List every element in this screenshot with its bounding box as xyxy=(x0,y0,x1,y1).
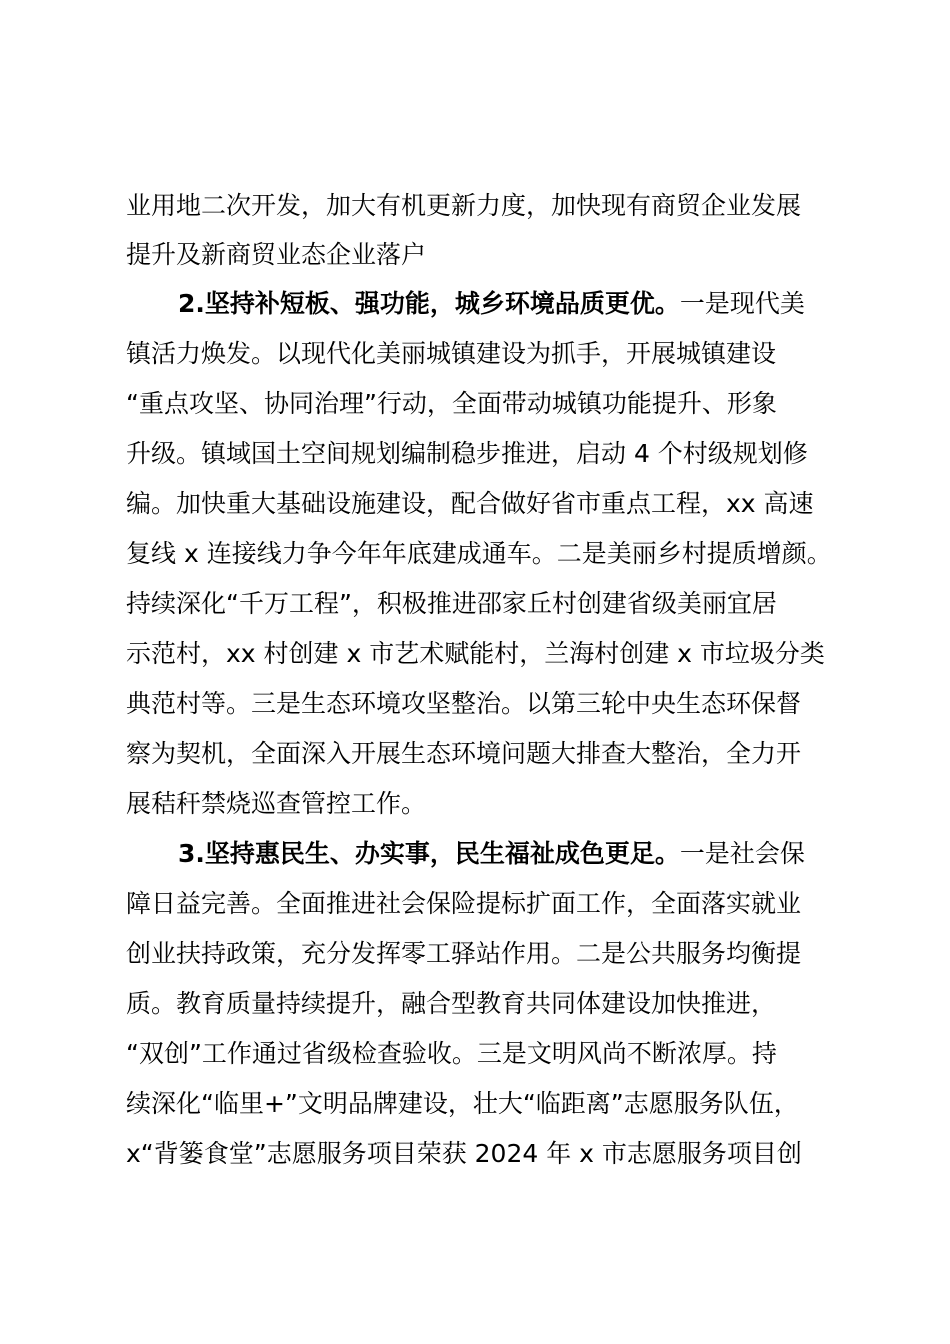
section-3-first-line-text: 一是社会保 xyxy=(679,839,805,868)
paragraph-line: 编。加快重大基础设施建设，配合做好省市重点工程，xx 高速 xyxy=(126,489,814,518)
paragraph-line: 复线 x 连接线力争今年年底建成通车。二是美丽乡村提质增颜。 xyxy=(126,539,832,568)
section-2-first-line xyxy=(178,286,805,322)
section-2-heading: 2.坚持补短板、强功能，城乡环境品质更优。 xyxy=(178,289,680,318)
paragraph-line: 业用地二次开发，加大有机更新力度，加快现有商贸企业发展 xyxy=(126,191,802,220)
paragraph-line: 持续深化“千万工程”，积极推进邵家丘村创建省级美丽宜居 xyxy=(126,589,777,618)
paragraph-line: 提升及新商贸业态企业落户 xyxy=(126,240,427,269)
paragraph-line: 续深化“临里+”文明品牌建设，壮大“临距离”志愿服务队伍， xyxy=(126,1089,799,1118)
paragraph-line: 察为契机，全面深入开展生态环境问题大排查大整治，全力开 xyxy=(126,739,802,768)
paragraph-line: 升级。镇域国土空间规划编制稳步推进，启动 4 个村级规划修 xyxy=(126,439,808,468)
paragraph-line: 障日益完善。全面推进社会保险提标扩面工作，全面落实就业 xyxy=(126,889,802,918)
paragraph-line: 示范村，xx 村创建 x 市艺术赋能村，兰海村创建 x 市垃圾分类 xyxy=(126,639,825,668)
paragraph-line: 质。教育质量持续提升，融合型教育共同体建设加快推进， xyxy=(126,989,777,1018)
paragraph-line: 典范村等。三是生态环境攻坚整治。以第三轮中央生态环保督 xyxy=(126,689,802,718)
section-3-heading: 3.坚持惠民生、办实事，民生福祉成色更足。 xyxy=(178,839,680,868)
section-2-first-line-text: 一是现代美 xyxy=(679,289,805,318)
paragraph-line: “双创”工作通过省级检查验收。三是文明风尚不断浓厚。持 xyxy=(126,1039,777,1068)
paragraph-line: 镇活力焕发。以现代化美丽城镇建设为抓手，开展城镇建设 xyxy=(126,339,777,368)
paragraph-line: “重点攻坚、协同治理”行动，全面带动城镇功能提升、形象 xyxy=(126,389,777,418)
section-3-first-line xyxy=(178,836,805,872)
paragraph-line: 创业扶持政策，充分发挥零工驿站作用。二是公共服务均衡提 xyxy=(126,939,802,968)
paragraph-line: 展秸秆禁烧巡查管控工作。 xyxy=(126,789,427,818)
paragraph-line: x“背篓食堂”志愿服务项目荣获 2024 年 x 市志愿服务项目创 xyxy=(126,1139,802,1168)
